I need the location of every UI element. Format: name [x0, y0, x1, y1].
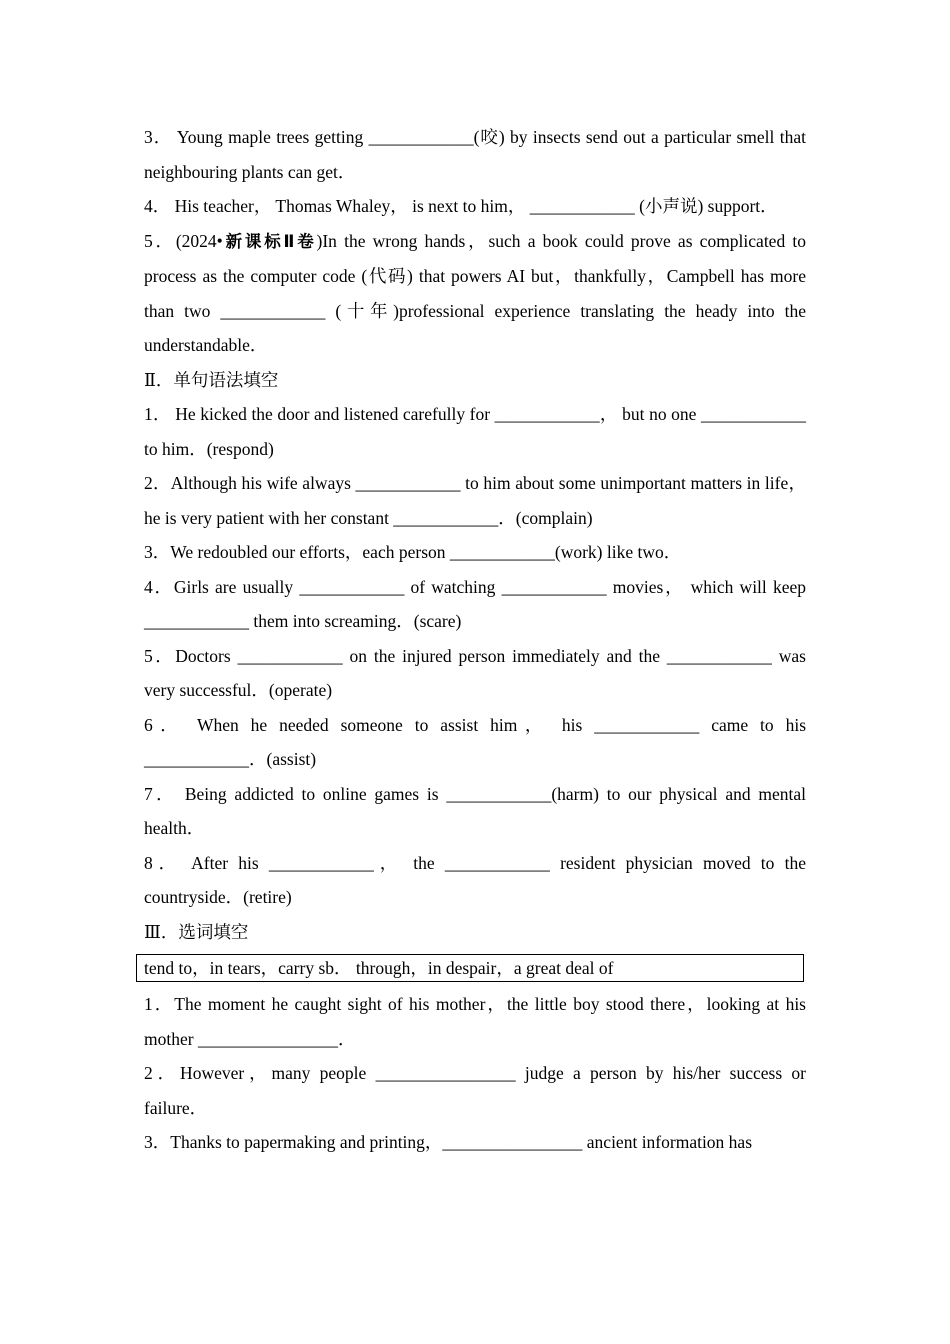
section-2-heading: Ⅱ．单句语法填空 [144, 369, 279, 390]
question-1-4: 4． His teacher， Thomas Whaley， is next to him， ____________ (小声说) support． [144, 196, 778, 216]
question-2-7: 7． Being addicted to online games is ____________(harm) to our physical and mental health． [144, 783, 806, 838]
question-2-4: 4．Girls are usually ____________ of watching ____________ movies， which will keep ____________ them into screaming．(scare) [144, 576, 806, 631]
word-bank-box: tend to，in tears，carry sb． through，in despair，a great deal of [136, 954, 804, 982]
question-2-8: 8． After his ____________， the ____________ resident physician moved to the countryside．(retire) [144, 852, 806, 907]
question-3-2: 2．However，many people ________________ judge a person by his/her success or failure． [144, 1063, 806, 1118]
question-3-1: 1．The moment he caught sight of his mother，the little boy stood there，looking at his mother ________________． [144, 994, 806, 1049]
question-1-5 [144, 224, 806, 363]
question-2-3: 3．We redoubled our efforts，each person ____________(work) like two． [144, 542, 682, 562]
question-1-5-source: 新课标Ⅱ卷 [222, 231, 317, 251]
question-2-6: 6． When he needed someone to assist him， his ____________ came to his ____________．(assist) [144, 714, 806, 769]
question-3-3: 3．Thanks to papermaking and printing，________________ ancient information has [144, 1132, 753, 1152]
question-2-1: 1． He kicked the door and listened carefully for ____________， but no one ____________ to him．(respond) [144, 404, 806, 459]
question-1-5-prefix: 5．(2024• [144, 230, 223, 251]
question-1-5-text: )In the wrong hands，such a book could prove as complicated to process as the computer code (代码) that powers AI but，thankfully，Campbell has more than two ____________ (十年)professional experience translating the heady into the understandable． [144, 230, 806, 355]
question-1-3: 3． Young maple trees getting ____________(咬) by insects send out a particular smell that neighbouring plants can get． [144, 127, 806, 182]
question-2-2: 2．Although his wife always ____________ to him about some unimportant matters in life，he is very patient with her constant ____________．(complain) [144, 473, 806, 528]
document-page [144, 120, 806, 1160]
section-3-heading: Ⅲ．选词填空 [144, 921, 249, 942]
question-2-5: 5．Doctors ____________ on the injured person immediately and the ____________ was very successful．(operate) [144, 645, 806, 700]
